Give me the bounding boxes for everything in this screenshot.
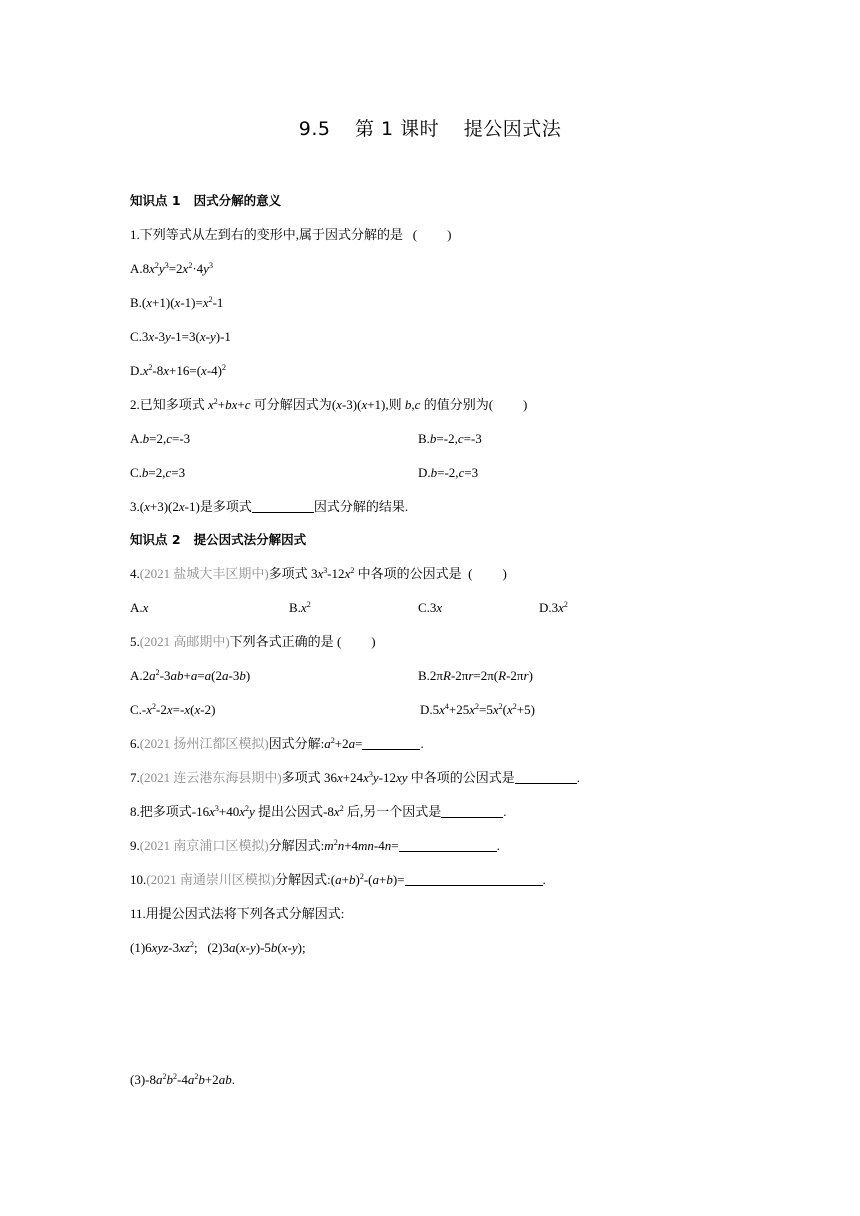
title-topic: 提公因式法 — [463, 118, 562, 140]
q4-option-d: $D.3x^2$ — [539, 600, 568, 615]
question-source: (2021 连云港东海县期中) — [139, 770, 282, 785]
question-10: 10.(2021 南通崇川区模拟)分解因式$:(a+b)^2-(a+b)=$ . — [130, 872, 546, 887]
section-heading-2: 知识点 2 提公因式法分解因式 — [130, 532, 307, 547]
q4-option-a: A.x — [130, 600, 149, 615]
answer-blank[interactable] — [405, 873, 543, 886]
q2-option-d: D.b=-2,c=3 — [418, 465, 479, 480]
q1-option-b: $B.(x+1)(x-1)=x^2-1$ — [130, 295, 224, 310]
q5-option-d: $D.5x^4+25x^2=5x^2(x^2+5)$ — [420, 702, 535, 717]
q2-option-a: A.b=2,c=-3 — [130, 431, 191, 446]
q4-option-c: C.3x — [418, 600, 443, 615]
question-source: (2021 南通崇川区模拟) — [146, 872, 276, 887]
question-source: (2021 南京浦口区模拟) — [139, 838, 269, 853]
question-6: 6.(2021 扬州江都区模拟)因式分解$:a^2+2a=$ . — [130, 736, 424, 751]
q4-option-b: $B.x^2$ — [289, 600, 311, 615]
answer-blank[interactable] — [362, 737, 420, 750]
q2-option-c: C.b=2,c=3 — [130, 465, 186, 480]
q5-option-a: $A.2a^2-3ab+a=a(2a-3b)$ — [130, 668, 251, 683]
question-8: 8.把多项式$-16x^3+40x^2y$ 提出公因式$-8x^2$ 后,另一个因式是 . — [130, 804, 507, 819]
question-1: 1.下列等式从左到右的变形中,属于因式分解的是 ( ) — [130, 227, 452, 242]
page-title — [0, 114, 860, 141]
q5-option-b: B.2πR-2πr=2π(R-2πr) — [418, 668, 533, 683]
question-4: 4.(2021 盐城大丰区期中)多项式 $3x^3-12x^2$ 中各项的公因式是 ( ) — [130, 566, 507, 581]
q11-part-3: $(3)-8a^2b^2-4a^2b+2ab$. — [130, 1072, 235, 1087]
title-lesson: 第 1 课时 — [355, 118, 440, 140]
question-11: 11.用提公因式法将下列各式分解因式: — [130, 906, 345, 921]
answer-blank[interactable] — [441, 805, 503, 818]
question-source: (2021 高邮期中) — [139, 634, 230, 649]
question-2: 2.已知多项式 $x^2+bx+c$ 可分解因式为(x-3)(x+1),则 b,c 的值分别为( ) — [130, 397, 528, 412]
q1-option-a: $A.8x^2y^3=2x^2\cdot 4y^3$ — [130, 261, 213, 276]
answer-blank[interactable] — [399, 839, 497, 852]
answer-blank[interactable] — [252, 500, 314, 513]
q2-option-b: B.b=-2,c=-3 — [418, 431, 482, 446]
q1-option-c: C.3x-3y-1=3(x-y)-1 — [130, 329, 231, 344]
q5-option-c: $C.-x^2-2x=-x(x-2)$ — [130, 702, 216, 717]
q11-parts-1-2: $(1)6xyz-3xz^2$; (2)3a(x-y)-5b(x-y); — [130, 940, 306, 955]
question-7: 7.(2021 连云港东海县期中)多项式 $36x+24x^3y-12xy$ 中各项的公因式是 . — [130, 770, 581, 785]
question-5: 5.(2021 高邮期中)下列各式正确的是 ( ) — [130, 634, 376, 649]
question-source: (2021 盐城大丰区期中) — [139, 566, 269, 581]
q1-option-d: $D.x^2-8x+16=(x-4)^2$ — [130, 363, 226, 378]
question-3: 3.(x+3)(2x-1)是多项式 因式分解的结果. — [130, 499, 409, 514]
title-number: 9.5 — [298, 118, 331, 140]
section-heading-1: 知识点 1 因式分解的意义 — [130, 193, 282, 208]
question-9: 9.(2021 南京浦口区模拟)分解因式$:m^2n+4mn-4n=$ . — [130, 838, 500, 853]
question-source: (2021 扬州江都区模拟) — [139, 736, 269, 751]
answer-blank[interactable] — [515, 771, 577, 784]
